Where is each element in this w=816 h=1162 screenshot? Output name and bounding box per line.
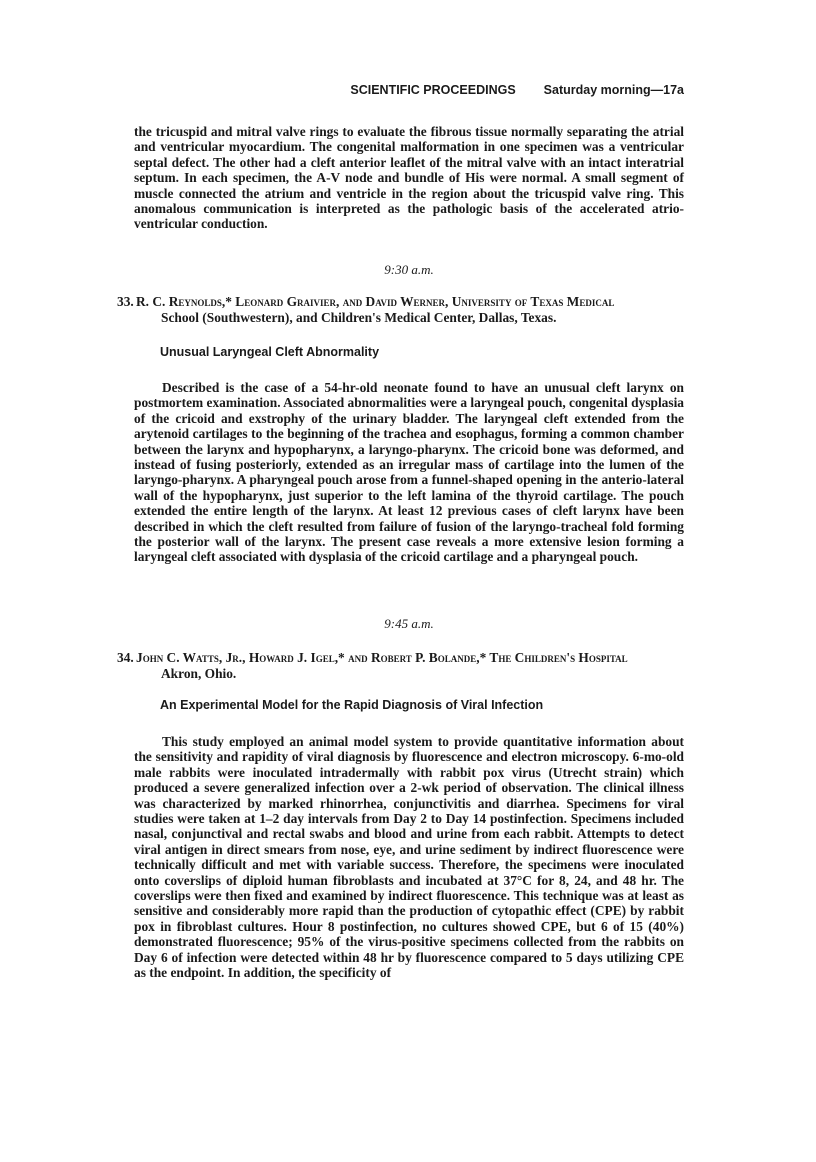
abstract-34-body-block — [134, 734, 684, 981]
intro-paragraph-block — [134, 124, 684, 232]
abstract-34-time: 9:45 a.m. — [384, 616, 434, 631]
intro-paragraph: the tricuspid and mitral valve rings to evaluate the fibrous tissue normally separating the atrial and ventricular myocardium. The congenital malformation in one specimen was a ventricular septal defect. The other had a cleft anterior leaflet of the mitral valve with an intact interatrial septum. In each specimen, the A-V node and bundle of His were normal. A small segment of muscle connected the atrium and ventricle in the region about the tricuspid valve ring. This anomalous communication is interpreted as the pathologic basis of the accelerated atrio-ventricular conduction. — [134, 124, 684, 232]
abstract-33-authors — [117, 294, 684, 326]
abstract-33-time: 9:30 a.m. — [384, 262, 434, 277]
abstract-34-affiliation: Akron, Ohio. — [161, 666, 237, 681]
header-section: SCIENTIFIC PROCEEDINGS — [350, 83, 516, 97]
abstract-33-body: Described is the case of a 54-hr-old neonate found to have an unusual cleft larynx on postmortem examination. Associated abnormalities were a laryngeal pouch, congenital dysplasia of the cricoid and exstrophy of the urinary bladder. The laryngeal cleft extended from the arytenoid cartilages to the beginning of the trachea and esophagus, forming a common chamber between the larynx and hypopharynx, a laryngo-pharynx. The cricoid bone was deformed, and instead of fusing posteriorly, extended as an irregular mass of cartilage into the lumen of the laryngo-pharynx. A pharyngeal pouch arose from a funnel-shaped opening in the anterio-lateral wall of the hypopharynx, just superior to the left lamina of the thyroid cartilage. The pouch extended the entire length of the larynx. At least 12 previous cases of cleft larynx have been described in which the cleft resulted from failure of fusion of the laryngo-tracheal fold forming the posterior wall of the larynx. The present case reveals a more extensive lesion forming a laryngeal cleft associated with dysplasia of the cricoid cartilage and a pharyngeal pouch. — [134, 380, 684, 565]
abstract-33-body-block — [134, 380, 684, 565]
abstract-34-number: 34. — [117, 650, 134, 665]
header-session: Saturday morning—17a — [543, 83, 684, 97]
abstract-33-title: Unusual Laryngeal Cleft Abnormality — [160, 345, 380, 359]
abstract-33-number: 33. — [117, 294, 134, 309]
abstract-33-affiliation: School (Southwestern), and Children's Medical Center, Dallas, Texas. — [161, 310, 557, 325]
abstract-34-body: This study employed an animal model system to provide quantitative information about the sensitivity and rapidity of viral diagnosis by fluorescence and electron microscopy. 6-mo-old male rabbits were inoculated intradermally with rabbit pox virus (Utrecht strain) which produced a severe generalized infection over a 2-wk period of observation. The clinical illness was characterized by marked rhinorrhea, conjunctivitis and diarrhea. Specimens for viral studies were taken at 1–2 day intervals from Day 2 to Day 14 postinfection. Specimens included nasal, conjunctival and rectal swabs and blood and urine from each rabbit. Attempts to detect viral antigen in direct smears from nose, eye, and urine sediment by indirect fluorescence were technically difficult and met with variable success. Therefore, the specimens were inoculated onto coverslips of diploid human fibroblasts and incubated at 37°C for 8, 24, and 48 hr. The coverslips were then fixed and examined by indirect fluorescence. This technique was at least as sensitive and considerably more rapid than the production of cytopathic effect (CPE) by rabbit pox in fibroblast cultures. Hour 8 postinfection, no cultures showed CPE, but 6 of 15 (40%) demonstrated fluorescence; 95% of the virus-positive specimens collected from the rabbits on Day 6 of infection were detected within 48 hr by fluorescence compared to 5 days utilizing CPE as the endpoint. In addition, the specificity of — [134, 734, 684, 981]
abstract-34-title: An Experimental Model for the Rapid Diagnosis of Viral Infection — [160, 698, 544, 712]
running-header — [0, 83, 684, 97]
abstract-34-author-line: John C. Watts, Jr., Howard J. Igel,* and Robert P. Bolande,* The Children's Hospital — [136, 650, 628, 665]
abstract-33-author-line: R. C. Reynolds,* Leonard Graivier, and David Werner, University of Texas Medical — [136, 294, 615, 309]
abstract-34-authors — [117, 650, 684, 682]
